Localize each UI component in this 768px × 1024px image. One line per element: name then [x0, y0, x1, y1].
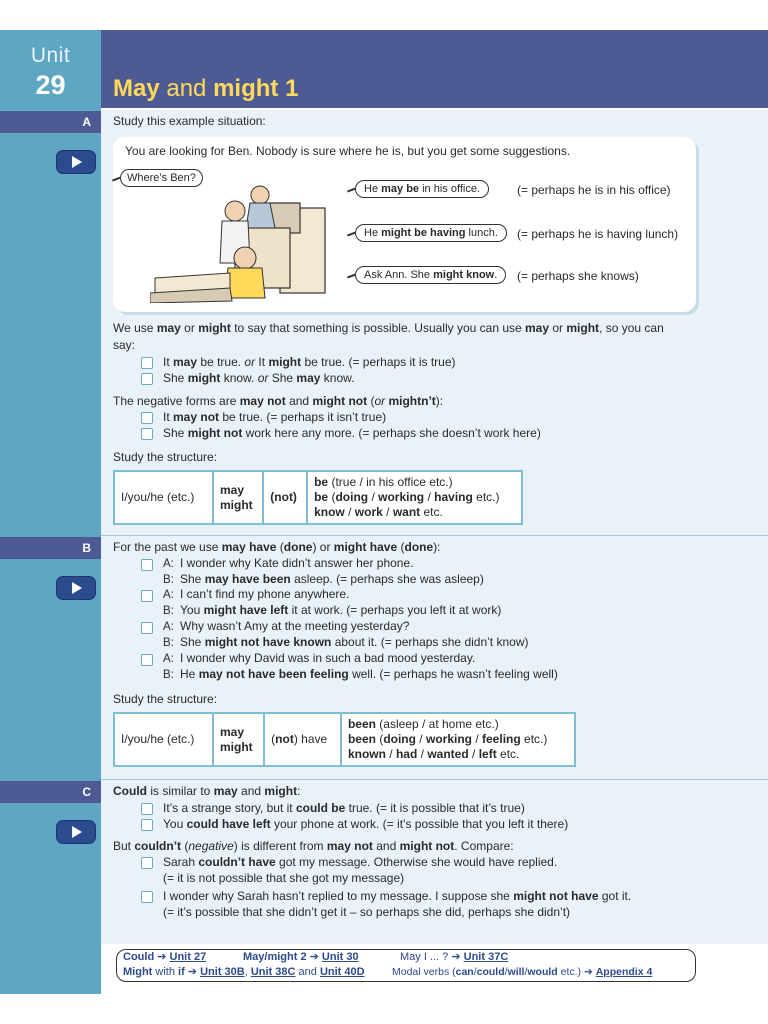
- dialog-bullet: [141, 590, 153, 602]
- dialog-bullet: [141, 622, 153, 634]
- example-could-be: It’s a strange story, but it could be true. (= it is possible that it’s true): [163, 801, 525, 815]
- office-illustration: [150, 183, 330, 303]
- example-couldnt-have: Sarah couldn’t have got my message. Otherwise she would have replied.: [163, 855, 558, 869]
- example-bullet: [141, 891, 153, 903]
- play-audio-button-a[interactable]: [56, 150, 96, 174]
- ref-modal-verbs[interactable]: Modal verbs (can/could/will/would etc.) ➔ Appendix 4: [392, 966, 653, 978]
- table-modal-cell: may might: [213, 713, 264, 766]
- ref-might-with-if[interactable]: Might with if ➔ Unit 30B, Unit 38C and Unit 40D: [123, 966, 365, 978]
- section-b-intro: For the past we use may have (done) or might have (done):: [113, 540, 441, 554]
- ref-may-might-2[interactable]: May/might 2 ➔ Unit 30: [243, 951, 359, 963]
- unit-label: Unit: [30, 44, 71, 67]
- example-might-not-have: I wonder why Sarah hasn’t replied to my message. I suppose she might not have got it.: [163, 889, 632, 903]
- play-audio-button-b[interactable]: [56, 576, 96, 600]
- dialog-line-a: I wonder why Kate didn’t answer her phone.: [180, 556, 414, 570]
- example-bullet: [141, 803, 153, 815]
- dialog-line-b: She may have been asleep. (= perhaps she was asleep): [180, 572, 484, 586]
- example-might-not-gloss: (= it’s possible that she didn’t get it – so perhaps she did, perhaps she didn’t): [163, 905, 571, 919]
- dialog-line-a: I can’t find my phone anywhere.: [180, 587, 350, 601]
- section-a-intro: Study this example situation:: [113, 114, 266, 128]
- question-bubble: Where’s Ben?: [120, 169, 203, 187]
- example-bullet: [141, 857, 153, 869]
- section-tab-a: A: [0, 111, 101, 133]
- table-verb-cell: be (true / in his office etc.) be (doing / working / having etc.) know / work / want etc.: [307, 471, 522, 524]
- couldnt-compare-line: But couldn’t (negative) is different from may not and might not. Compare:: [113, 839, 514, 853]
- gloss-lunch: (= perhaps he is having lunch): [517, 227, 679, 241]
- table-subject-cell: I/you/he (etc.): [114, 471, 213, 524]
- dialog-bullet: [141, 559, 153, 571]
- usage-line-1: We use may or might to say that something is possible. Usually you can use may or might, so you can: [113, 321, 664, 335]
- page-title: May and might 1: [113, 75, 299, 102]
- dialog-line-a: Why wasn’t Amy at the meeting yesterday?: [180, 619, 410, 633]
- example-bullet: [141, 412, 153, 424]
- divider: [101, 779, 768, 780]
- dialog-speaker-b: B:: [163, 669, 174, 681]
- section-tab-c: C: [0, 781, 101, 803]
- speech-bubble-lunch: He might be having lunch.: [355, 224, 507, 242]
- section-c-intro: Could is similar to may and might:: [113, 784, 301, 798]
- structure-label-a: Study the structure:: [113, 450, 218, 464]
- dialog-speaker-a: A:: [163, 589, 174, 601]
- speech-bubble-know: Ask Ann. She might know.: [355, 266, 506, 284]
- dialog-speaker-a: A:: [163, 621, 174, 633]
- structure-table-b: [113, 712, 576, 767]
- gloss-know: (= perhaps she knows): [517, 269, 639, 283]
- table-participle-cell: been (asleep / at home etc.) been (doing / working / feeling etc.) known / had / wanted / left etc.: [341, 713, 575, 766]
- dialog-speaker-b: B:: [163, 637, 174, 649]
- gloss-office: (= perhaps he is in his office): [517, 183, 671, 197]
- usage-line-2: say:: [113, 338, 136, 352]
- example-situation-text: You are looking for Ben. Nobody is sure where he is, but you get some suggestions.: [125, 144, 571, 158]
- speech-bubble-office: He may be in his office.: [355, 180, 489, 198]
- structure-label-b: Study the structure:: [113, 692, 218, 706]
- dialog-speaker-b: B:: [163, 605, 174, 617]
- table-subject-cell: I/you/he (etc.): [114, 713, 213, 766]
- dialog-line-b: He may not have been feeling well. (= perhaps he wasn’t feeling well): [180, 667, 558, 681]
- ref-may-i[interactable]: May I ... ? ➔ Unit 37C: [400, 951, 509, 963]
- example-might-may-know: She might know. or She may know.: [163, 371, 355, 385]
- dialog-speaker-a: A:: [163, 558, 174, 570]
- example-could-have-left: You could have left your phone at work. (= it’s possible that you left it there): [163, 817, 569, 831]
- table-modal-cell: may might: [213, 471, 263, 524]
- divider: [101, 535, 768, 536]
- table-not-have-cell: (not) have: [264, 713, 341, 766]
- dialog-bullet: [141, 654, 153, 666]
- dialog-speaker-a: A:: [163, 653, 174, 665]
- dialog-line-b: You might have left it at work. (= perhaps you left it at work): [180, 603, 502, 617]
- structure-table-a: [113, 470, 523, 525]
- example-couldnt-gloss: (= it is not possible that she got my message): [163, 871, 405, 885]
- section-tab-b: B: [0, 537, 101, 559]
- example-may-not: It may not be true. (= perhaps it isn’t true): [163, 410, 387, 424]
- ref-could[interactable]: Could ➔ Unit 27: [123, 951, 207, 963]
- dialog-speaker-b: B:: [163, 574, 174, 586]
- example-bullet: [141, 819, 153, 831]
- dialog-line-a: I wonder why David was in such a bad mood yesterday.: [180, 651, 476, 665]
- play-audio-button-c[interactable]: [56, 820, 96, 844]
- example-bullet: [141, 428, 153, 440]
- unit-sidebar: [0, 30, 101, 994]
- table-not-cell: (not): [263, 471, 307, 524]
- example-bullet: [141, 373, 153, 385]
- dialog-line-b: She might not have known about it. (= perhaps she didn’t know): [180, 635, 529, 649]
- example-may-might-true: It may be true. or It might be true. (= perhaps it is true): [163, 355, 456, 369]
- negative-forms-line: The negative forms are may not and might not (or mightn’t):: [113, 394, 444, 408]
- example-might-not: She might not work here any more. (= perhaps she doesn’t work here): [163, 426, 541, 440]
- example-bullet: [141, 357, 153, 369]
- unit-number: 29: [35, 70, 66, 100]
